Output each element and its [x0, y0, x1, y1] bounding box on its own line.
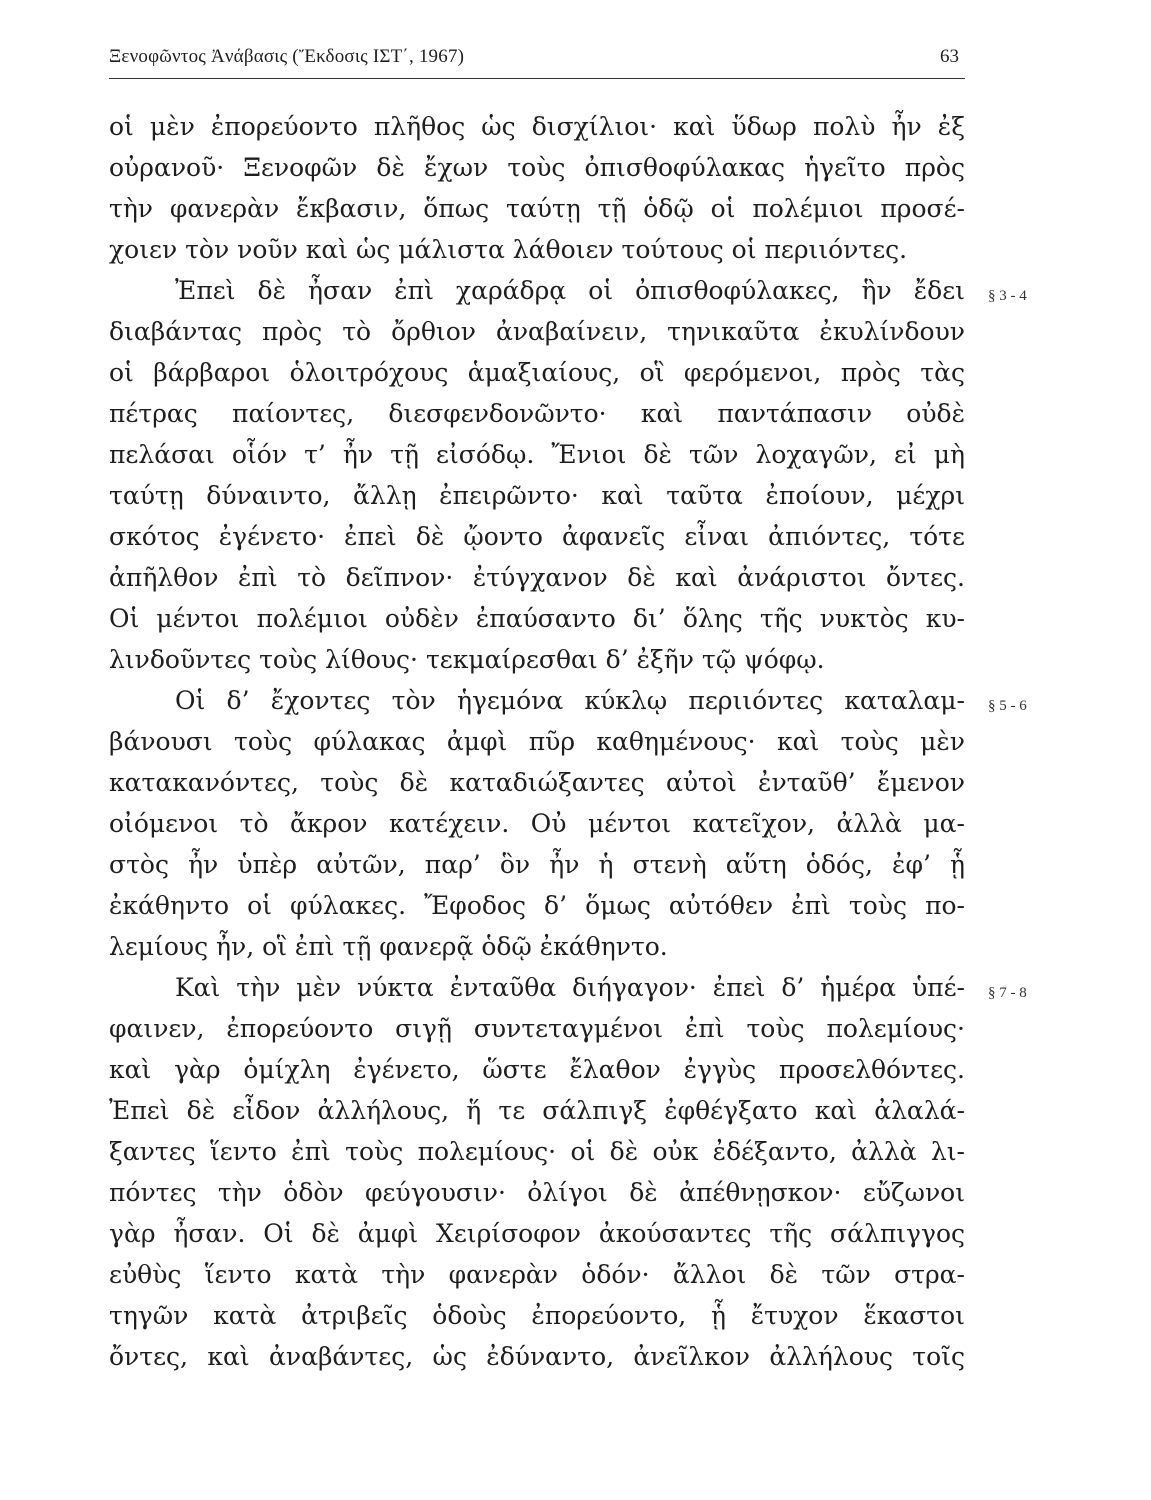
paragraph-start-line: Οἱ δ’ ἔχοντες τὸν ἡγεμόνα κύκλῳ περιιόντες καταλαμ- [175, 686, 965, 715]
text-line: οἱ βάρβαροι ὁλοιτρόχους ἁμαξιαίους, οἳ φερόμενοι, πρὸς τὰς [109, 358, 965, 387]
text-line: κατακανόντες, τοὺς δὲ καταδιώξαντες αὐτοὶ ἐνταῦθ’ ἔμενον [109, 768, 965, 797]
section-marker: § 3 - 4 [988, 288, 1027, 304]
text-line: πελάσαι οἷόν τ’ ἦν τῇ εἰσόδῳ. Ἔνιοι δὲ τῶν λοχαγῶν, εἰ μὴ [109, 440, 965, 469]
text-line: τὴν φανερὰν ἔκβασιν, ὅπως ταύτῃ τῇ ὁδῷ οἱ πολέμιοι προσέ- [109, 194, 965, 223]
text-line: βάνουσι τοὺς φύλακας ἀμφὶ πῦρ καθημένους· καὶ τοὺς μὲν [109, 727, 965, 756]
text-line: Οἱ μέντοι πολέμιοι οὐδὲν ἐπαύσαντο δι’ ὅλης τῆς νυκτὸς κυ- [109, 604, 965, 633]
text-line: σκότος ἐγένετο· ἐπεὶ δὲ ᾤοντο ἀφανεῖς εἶναι ἀπιόντες, τότε [109, 522, 965, 551]
text-line: λινδοῦντες τοὺς λίθους· τεκμαίρεσθαι δ’ ἐξῆν τῷ ψόφῳ. [109, 645, 825, 674]
text-line: τηγῶν κατὰ ἀτριβεῖς ὁδοὺς ἐπορεύοντο, ᾗ ἔτυχον ἕκαστοι [109, 1301, 965, 1330]
text-line: ξαντες ἵεντο ἐπὶ τοὺς πολεμίους· οἱ δὲ οὐκ ἐδέξαντο, ἀλλὰ λι- [109, 1137, 965, 1166]
text-line: οἰόμενοι τὸ ἄκρον κατέχειν. Οὐ μέντοι κατεῖχον, ἀλλὰ μα- [109, 809, 965, 838]
text-line: στὸς ἦν ὑπὲρ αὐτῶν, παρ’ ὃν ἦν ἡ στενὴ αὕτη ὁδός, ἐφ’ ᾗ [109, 850, 965, 879]
text-line: πέτρας παίοντες, διεσφενδονῶντο· καὶ παντάπασιν οὐδὲ [109, 399, 965, 428]
running-header [109, 44, 965, 79]
text-line: φαινεν, ἐπορεύοντο σιγῇ συντεταγμένοι ἐπὶ τοὺς πολεμίους· [109, 1014, 965, 1043]
text-line: πόντες τὴν ὁδὸν φεύγουσιν· ὀλίγοι δὲ ἀπέθνῃσκον· εὔζωνοι [109, 1178, 965, 1207]
header-title: Ξενοφῶντος Ἀνάβασις (Ἔκδοσις ΙΣΤ΄, 1967) [109, 46, 465, 67]
page-number: 63 [940, 46, 959, 67]
text-line: ὄντες, καὶ ἀναβάντες, ὡς ἐδύναντο, ἀνεῖλκον ἀλλήλους τοῖς [109, 1342, 965, 1371]
body-text [109, 106, 965, 1377]
text-line: οἱ μὲν ἐπορεύοντο πλῆθος ὡς δισχίλιοι· καὶ ὕδωρ πολὺ ἦν ἐξ [109, 112, 965, 141]
text-line: ταύτῃ δύναιντο, ἄλλῃ ἐπειρῶντο· καὶ ταῦτα ἐποίουν, μέχρι [109, 481, 965, 510]
text-line: γὰρ ἦσαν. Οἱ δὲ ἀμφὶ Χειρίσοφον ἀκούσαντες τῆς σάλπιγγος [109, 1219, 965, 1248]
text-line: ἐκάθηντο οἱ φύλακες. Ἔφοδος δ’ ὅμως αὐτόθεν ἐπὶ τοὺς πο- [109, 891, 965, 920]
text-line: εὐθὺς ἵεντο κατὰ τὴν φανερὰν ὁδόν· ἄλλοι δὲ τῶν στρα- [109, 1260, 965, 1289]
text-line: οὐρανοῦ· Ξενοφῶν δὲ ἔχων τοὺς ὀπισθοφύλακας ἡγεῖτο πρὸς [109, 153, 965, 182]
paragraph-start-line: Ἐπεὶ δὲ ἦσαν ἐπὶ χαράδρᾳ οἱ ὀπισθοφύλακες, ἣν ἔδει [175, 276, 965, 305]
section-marker: § 5 - 6 [988, 698, 1027, 714]
text-line: διαβάντας πρὸς τὸ ὄρθιον ἀναβαίνειν, τηνικαῦτα ἐκυλίνδουν [109, 317, 965, 346]
section-marker: § 7 - 8 [988, 985, 1027, 1001]
text-line: καὶ γὰρ ὁμίχλη ἐγένετο, ὥστε ἔλαθον ἐγγὺς προσελθόντες. [109, 1055, 965, 1084]
text-line: Ἐπεὶ δὲ εἶδον ἀλλήλους, ἥ τε σάλπιγξ ἐφθέγξατο καὶ ἀλαλά- [109, 1096, 965, 1125]
text-line: λεμίους ἦν, οἳ ἐπὶ τῇ φανερᾷ ὁδῷ ἐκάθηντο. [109, 932, 668, 961]
text-line: ἀπῆλθον ἐπὶ τὸ δεῖπνον· ἐτύγχανον δὲ καὶ ἀνάριστοι ὄντες. [109, 563, 965, 592]
paragraph-start-line: Καὶ τὴν μὲν νύκτα ἐνταῦθα διήγαγον· ἐπεὶ δ’ ἡμέρα ὑπέ- [175, 973, 965, 1002]
text-line: χοιεν τὸν νοῦν καὶ ὡς μάλιστα λάθοιεν τούτους οἱ περιιόντες. [109, 235, 908, 264]
